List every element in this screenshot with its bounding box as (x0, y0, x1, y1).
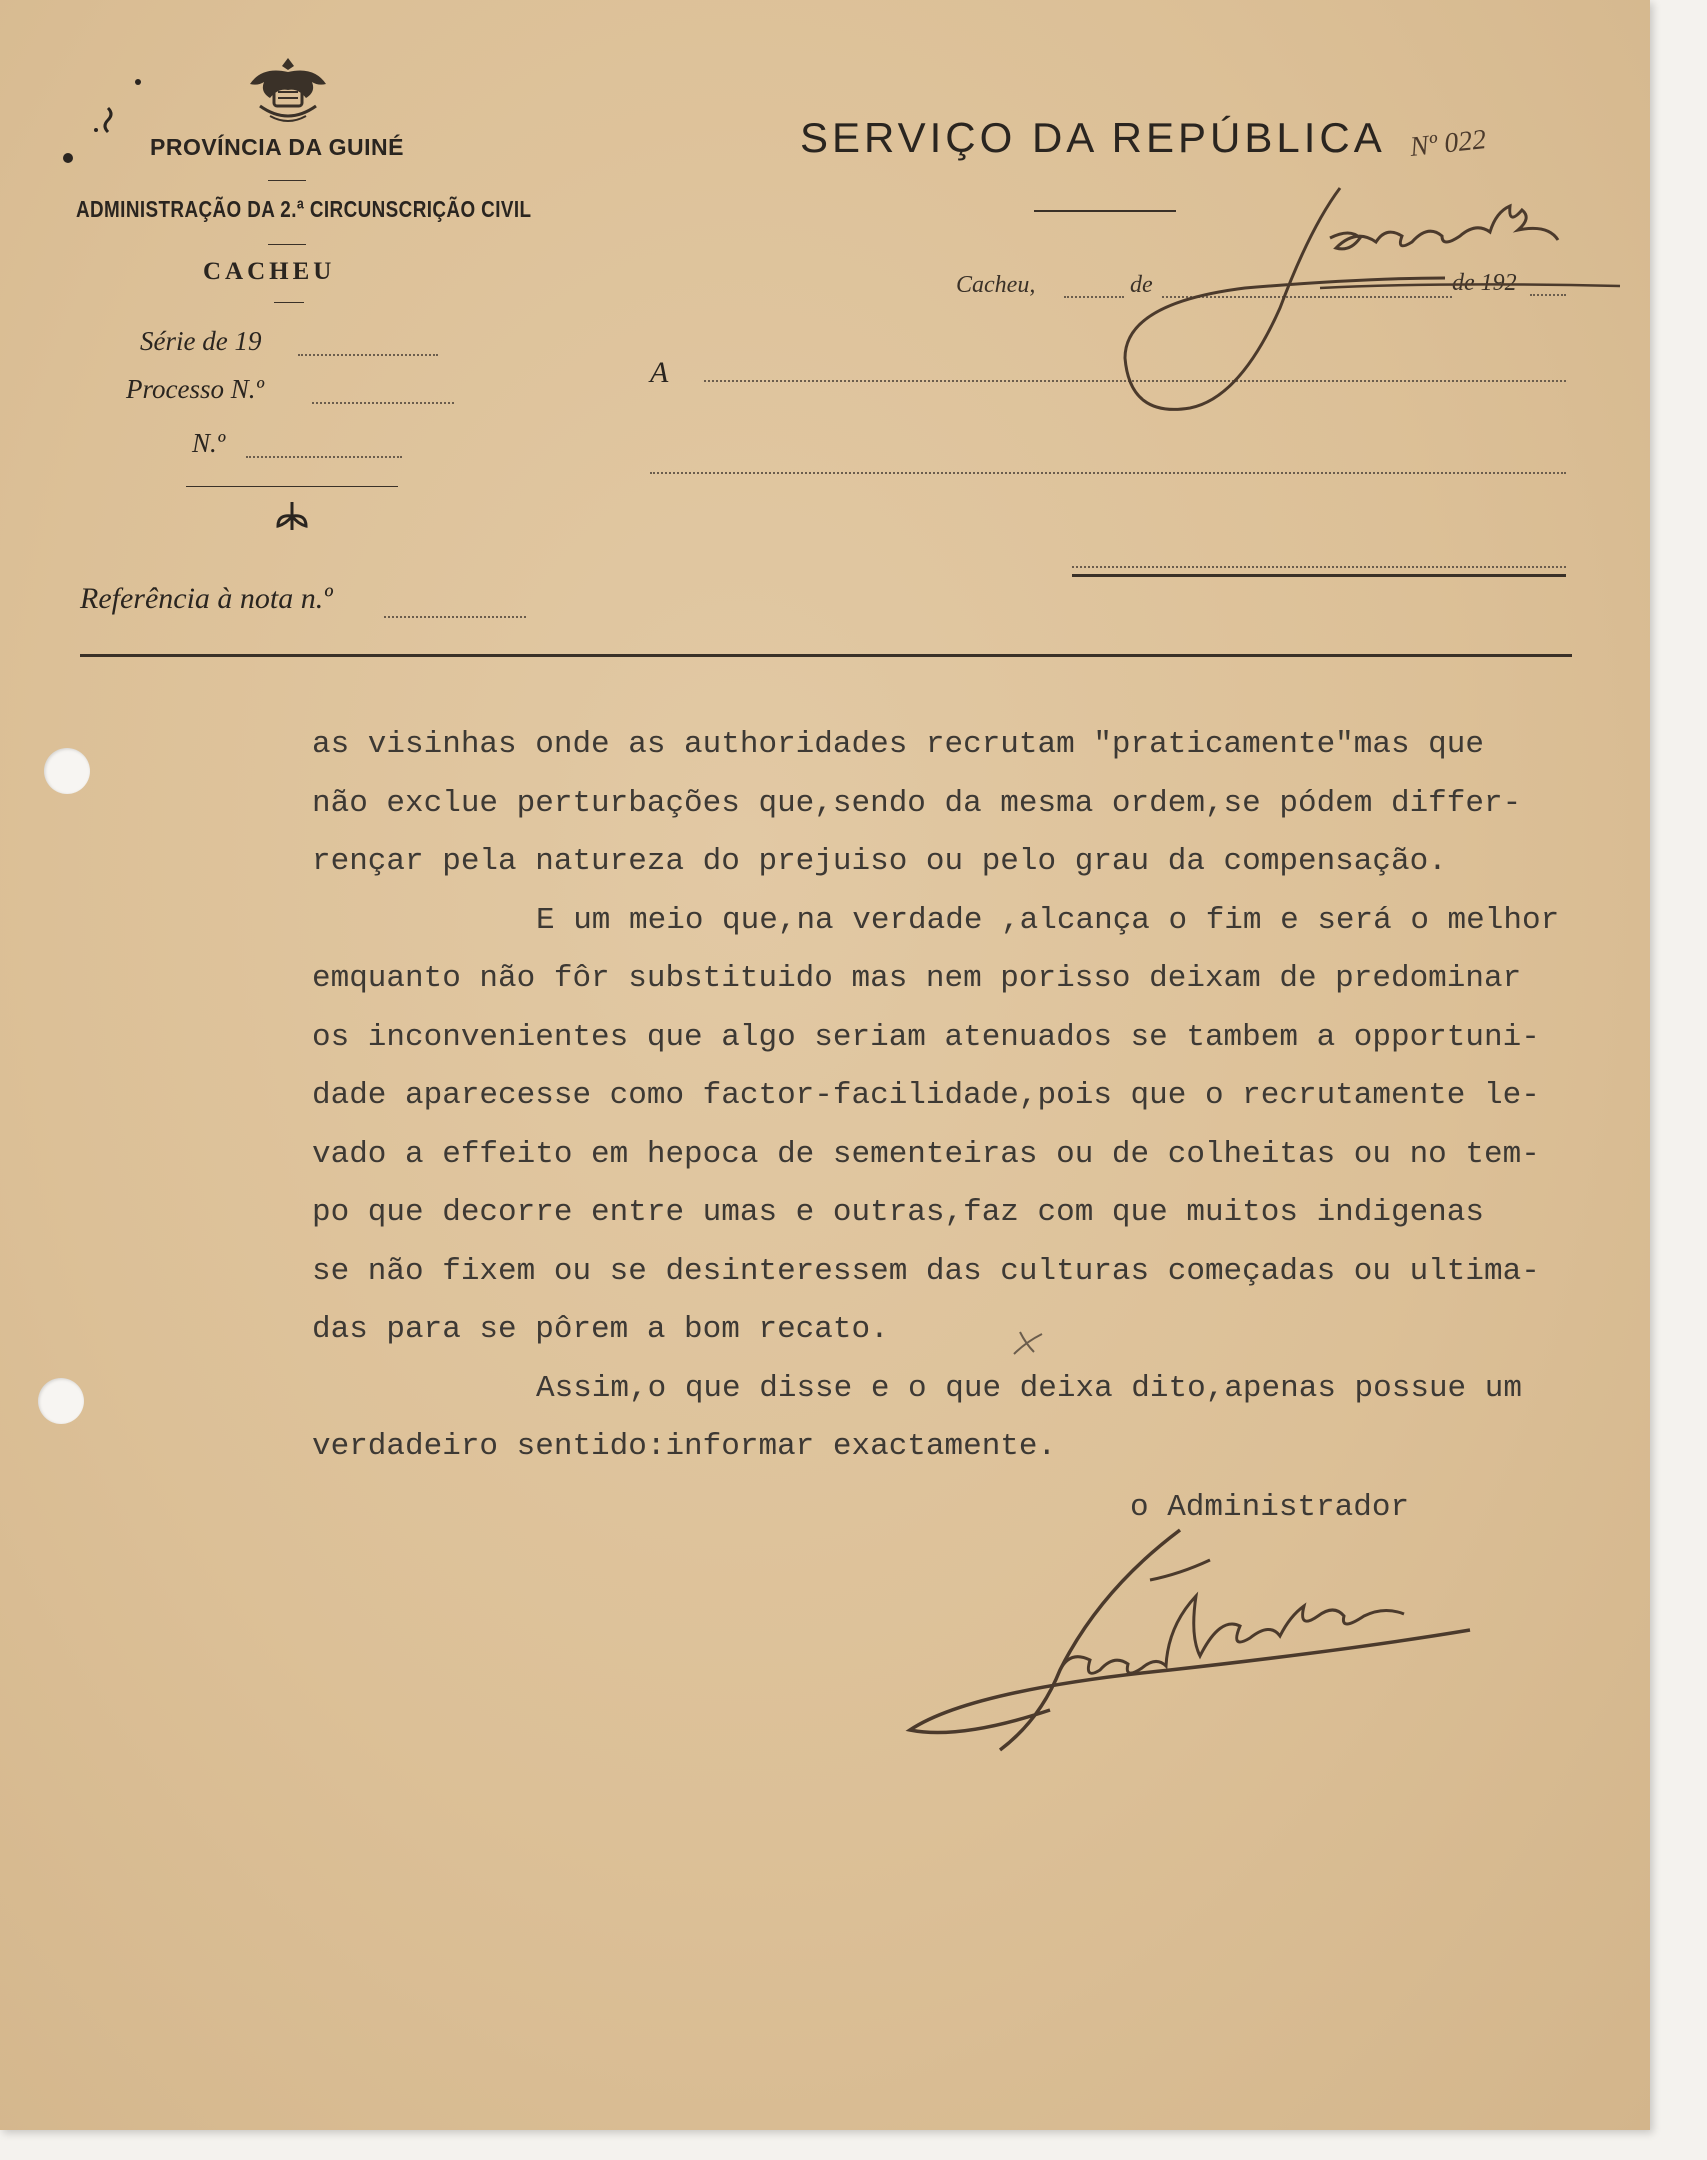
handwritten-annotation: Nº 022 (1408, 124, 1488, 163)
serie-label: Série de 19 (140, 326, 262, 356)
body-line: verdadeiro sentido:informar exactamente. (312, 1429, 1057, 1464)
ink-mark-icon (60, 70, 140, 170)
body-line: emquanto não fôr substituido mas nem porisso deixam de predominar (312, 961, 1522, 996)
header-administration: ADMINISTRAÇÃO DA 2.ª CIRCUNSCRIÇÃO CIVIL (76, 196, 532, 222)
fleuron-icon (274, 500, 310, 534)
addressee-label: A (650, 356, 669, 389)
body-line: po que decorre entre umas e outras,faz com que muitos indigenas (312, 1195, 1484, 1230)
date-de: de (1130, 272, 1153, 298)
referencia-label: Referência à nota n.º (80, 582, 333, 615)
punch-hole-top (44, 748, 90, 794)
body-line: os inconvenientes que algo seriam atenuados se tambem a opportuni- (312, 1019, 1540, 1055)
service-title: SERVIÇO DA REPÚBLICA (800, 114, 1386, 161)
numero-field-line (246, 456, 402, 458)
header-place: CACHEU (203, 258, 336, 285)
body-line: Assim,o que disse e o que deixa dito,apenas possue um (536, 1370, 1522, 1406)
addressee-line-3 (1072, 566, 1566, 568)
handwritten-month (1060, 168, 1630, 428)
body-line: não exclue perturbações que,sendo da mesma ordem,se pódem differ- (312, 785, 1522, 821)
punch-hole-bottom (38, 1378, 84, 1424)
body-line: as visinhas onde as authoridades recrutam "praticamente"mas que (312, 727, 1484, 762)
header-divider (274, 302, 304, 303)
body-line: vado a effeito em hepoca de sementeiras ou de colheitas ou no tem- (312, 1136, 1540, 1172)
date-year: de 192 (1452, 270, 1517, 296)
numero-label: N.º (192, 428, 226, 458)
body-line: das para se pôrem a bom recato. (312, 1312, 889, 1347)
header-province: PROVÍNCIA DA GUINÉ (150, 134, 404, 160)
body-line: dade aparecesse como factor-facilidade,pois que o recrutamente le- (312, 1078, 1540, 1113)
header-divider (268, 244, 306, 245)
coat-of-arms-emblem (240, 54, 336, 128)
letter-body (312, 716, 1650, 1477)
header-divider (186, 486, 398, 487)
referencia-field-line (384, 616, 526, 618)
body-line: se não fixem ou se desinteressem das culturas começadas ou ultima- (312, 1253, 1540, 1289)
date-place: Cacheu, (956, 272, 1036, 298)
body-line: E um meio que,na verdade ,alcança o fim e será o melhor (536, 902, 1560, 938)
handwritten-signature (900, 1520, 1520, 1760)
header-divider (268, 180, 306, 181)
signatory-title: o Administrador (1130, 1490, 1410, 1525)
body-line: rençar pela natureza do prejuiso ou pelo grau da compensação. (312, 844, 1447, 879)
addressee-rule (1072, 574, 1566, 577)
processo-label: Processo N.º (126, 374, 264, 404)
serie-field-line (298, 354, 438, 356)
addressee-line-2 (650, 472, 1566, 474)
pencil-mark (1010, 1328, 1046, 1358)
processo-field-line (312, 402, 454, 404)
header-rule (80, 654, 1572, 657)
